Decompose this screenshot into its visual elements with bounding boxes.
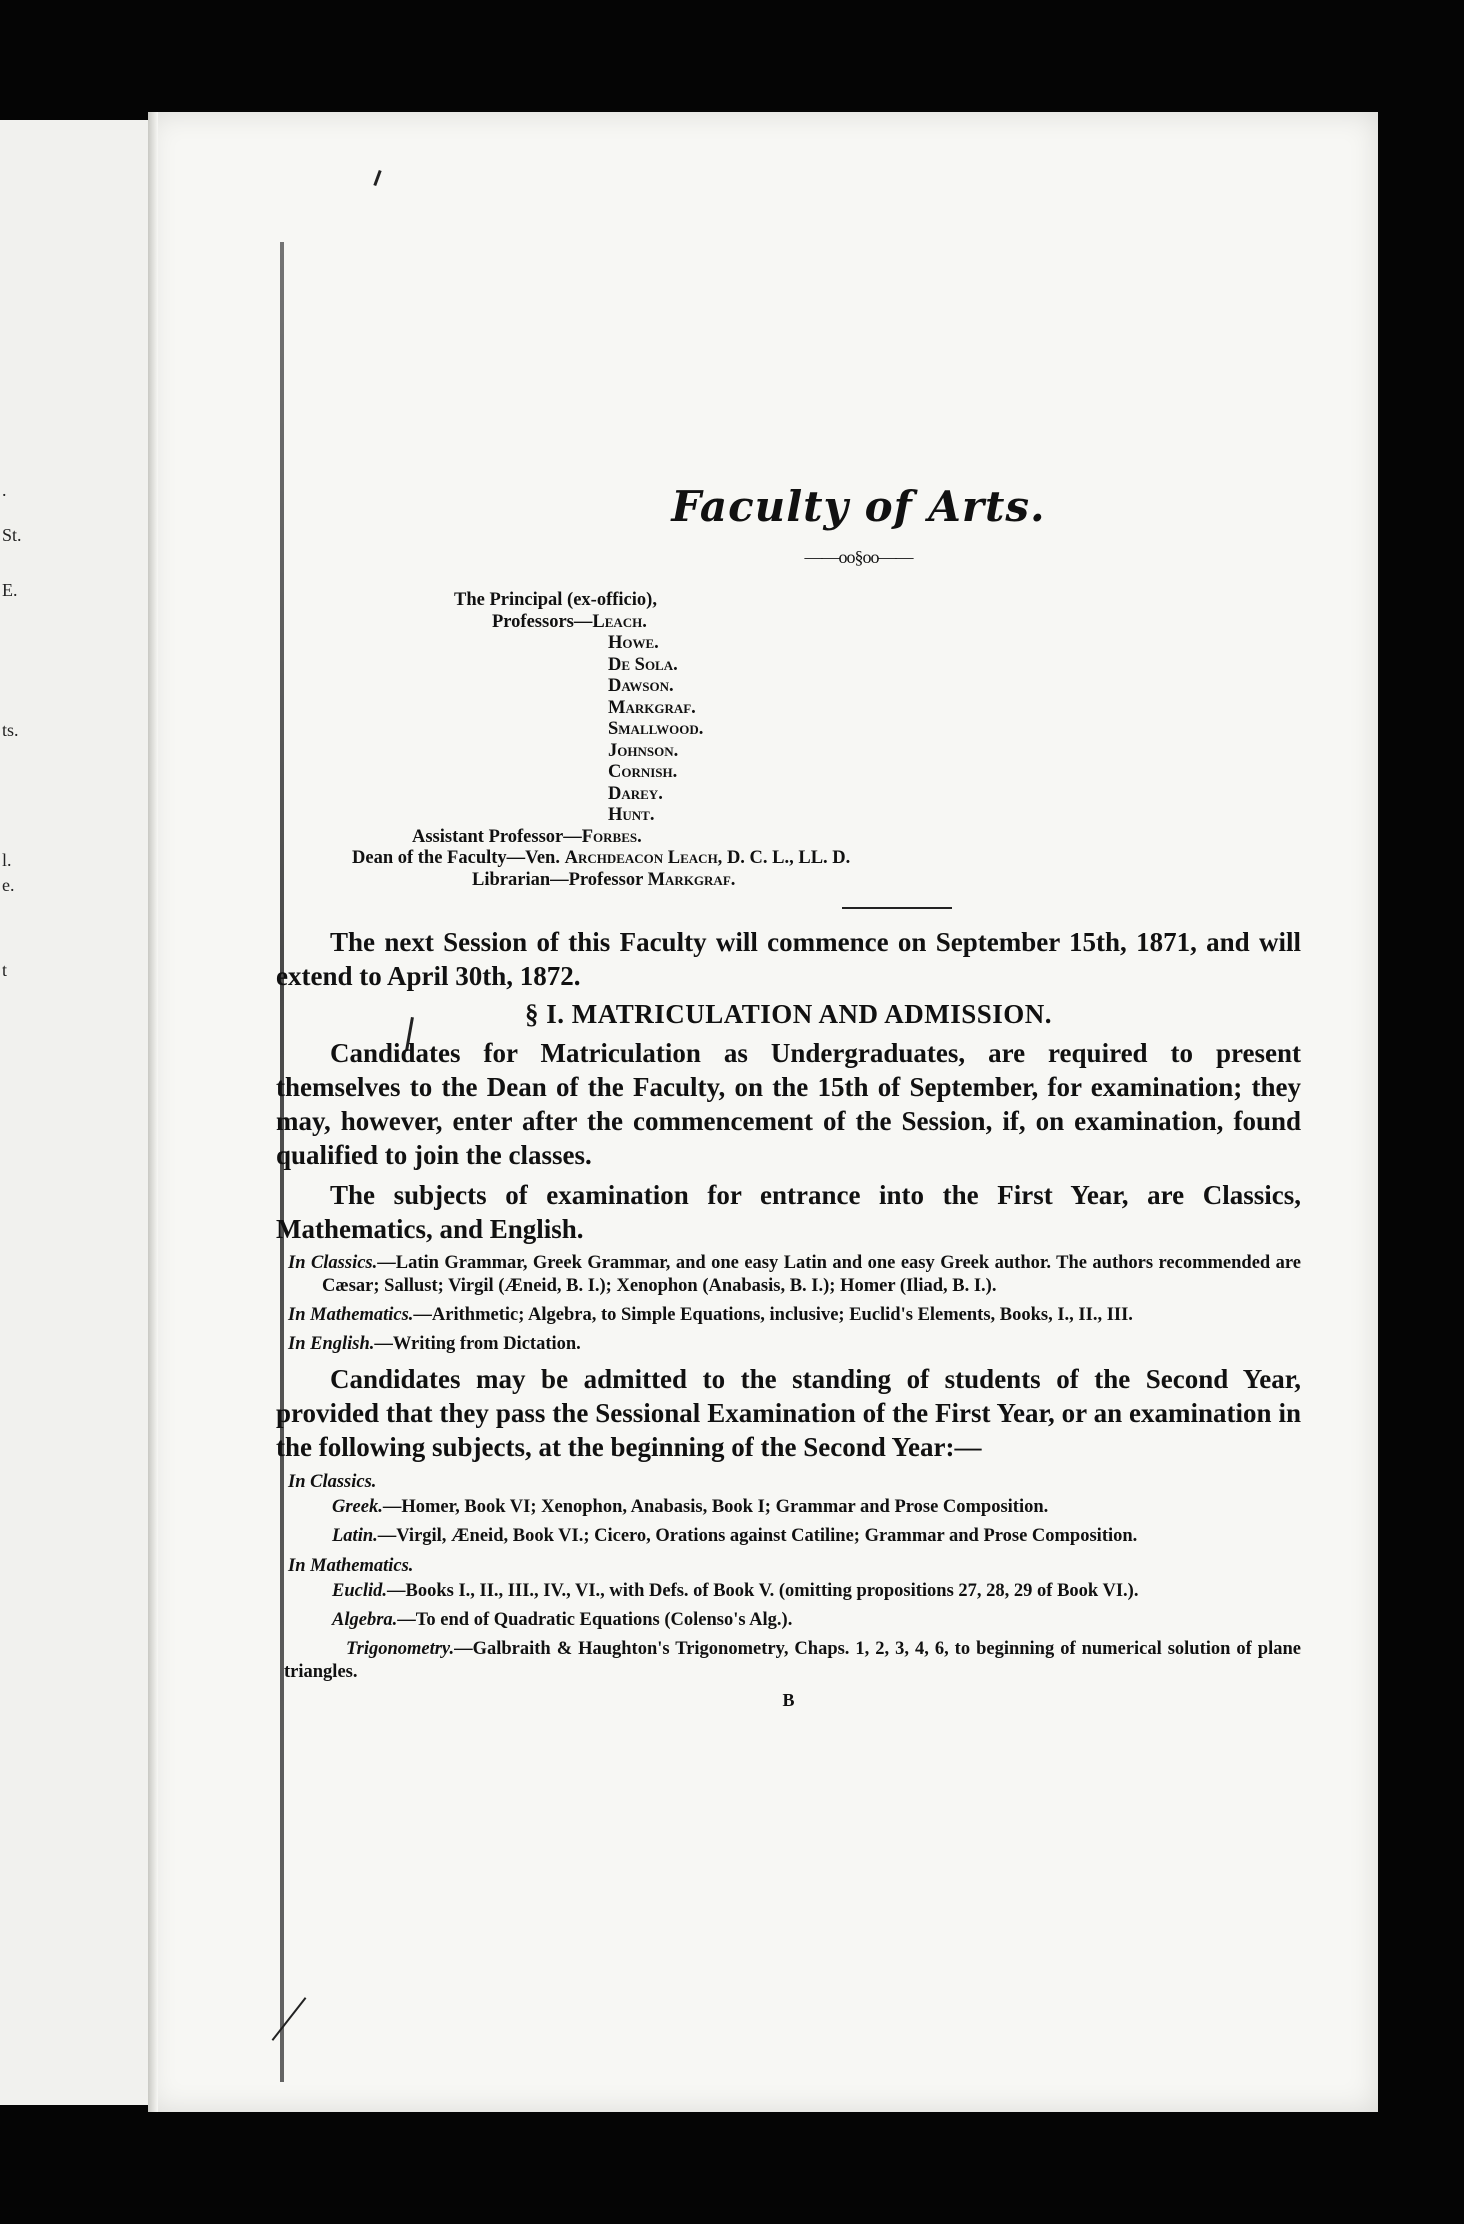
second-year-greek bbox=[276, 1496, 1301, 1519]
section-heading: § I. MATRICULATION AND ADMISSION. bbox=[524, 999, 1053, 1029]
entrance-math-label: In Mathematics. bbox=[288, 1305, 414, 1325]
second-year-latin bbox=[276, 1525, 1301, 1548]
entrance-english-text: —Writing from Dictation. bbox=[374, 1334, 581, 1354]
professor-name: Leach. bbox=[592, 611, 647, 632]
librarian-line bbox=[276, 870, 1301, 892]
second-year-math-heading: In Mathematics. bbox=[288, 1556, 414, 1576]
entrance-classics-text: —Latin Grammar, Greek Grammar, and one easy Latin and one easy Greek author. The authors recommended are Cæsar; Sallust; Virgil (Æneid, B. I.); Xenophon (Anabasis, B. I.); Homer (Iliad, B. I.). bbox=[322, 1253, 1301, 1296]
trig-label: Trigonometry. bbox=[346, 1639, 455, 1659]
algebra-text: —To end of Quadratic Equations (Colenso's Alg.). bbox=[397, 1610, 793, 1630]
session-paragraph: The next Session of this Faculty will commence on September 15th, 1871, and will extend to April 30th, 1872. bbox=[276, 927, 1301, 991]
professor-name: Markgraf. bbox=[608, 697, 696, 718]
professor-name: Howe. bbox=[608, 633, 659, 653]
page-content bbox=[276, 482, 1301, 1711]
greek-label: Greek. bbox=[332, 1497, 383, 1517]
ink-mark bbox=[272, 1997, 307, 2041]
second-year-euclid bbox=[276, 1580, 1301, 1603]
assistant-line bbox=[276, 827, 1301, 849]
assistant-label: Assistant Professor— bbox=[412, 826, 582, 847]
left-fragment: St. bbox=[2, 525, 22, 545]
professor-name: Smallwood. bbox=[608, 719, 704, 739]
page-fold-shadow bbox=[148, 112, 158, 2112]
librarian-label: Librarian—Professor bbox=[472, 869, 648, 890]
left-fragment: e. bbox=[2, 875, 15, 895]
subjects-paragraph: The subjects of examination for entrance into the First Year, are Classics, Mathematics, and English. bbox=[276, 1180, 1301, 1244]
matriculation-paragraph: Candidates for Matriculation as Undergraduates, are required to present themselves to the Dean of the Faculty, on the 15th of September, for examination; they may, however, enter after the commencement of the Session, if, on examination, found qualified to join the classes. bbox=[276, 1038, 1301, 1170]
professor-name: De Sola. bbox=[608, 654, 678, 675]
page-title: Faculty of Arts. bbox=[671, 482, 1046, 531]
entrance-math-text: —Arithmetic; Algebra, to Simple Equations, inclusive; Euclid's Elements, Books, I., II., III. bbox=[413, 1305, 1133, 1325]
entrance-mathematics bbox=[276, 1304, 1301, 1327]
left-fragment: . bbox=[2, 480, 7, 500]
divider-rule bbox=[842, 907, 952, 909]
title-ornament: ——oo§oo—— bbox=[804, 547, 913, 567]
dean-label: Dean of the Faculty—Ven. bbox=[352, 848, 565, 868]
signature-mark: B bbox=[782, 1690, 795, 1710]
greek-text: —Homer, Book VI; Xenophon, Anabasis, Book I; Grammar and Prose Composition. bbox=[382, 1497, 1049, 1517]
entrance-classics bbox=[276, 1252, 1301, 1298]
professor-name: Darey. bbox=[608, 783, 663, 804]
entrance-english bbox=[276, 1333, 1301, 1356]
professors-label: Professors— bbox=[492, 611, 593, 632]
trig-text: —Galbraith & Haughton's Trigonometry, Chaps. 1, 2, 3, 4, 6, to beginning of numerical solution of plane triangles. bbox=[284, 1639, 1301, 1682]
ink-mark bbox=[373, 170, 381, 186]
second-year-classics-heading: In Classics. bbox=[288, 1472, 377, 1492]
professors-line bbox=[276, 612, 1301, 634]
dean-line bbox=[276, 848, 1301, 870]
second-year-trigonometry bbox=[276, 1638, 1301, 1684]
document-page bbox=[148, 112, 1378, 2112]
professor-name: Hunt. bbox=[608, 805, 655, 825]
algebra-label: Algebra. bbox=[332, 1610, 398, 1630]
entrance-classics-label: In Classics. bbox=[288, 1253, 378, 1273]
euclid-label: Euclid. bbox=[332, 1581, 387, 1601]
professor-name: Johnson. bbox=[608, 740, 679, 761]
left-fragment: E. bbox=[2, 580, 18, 600]
librarian-name: Markgraf. bbox=[647, 869, 736, 890]
euclid-text: —Books I., II., III., IV., VI., with Defs. of Book V. (omitting propositions 27, 28, 29 of Book VI.). bbox=[387, 1581, 1139, 1601]
faculty-list bbox=[276, 590, 1301, 891]
dean-name: Archdeacon Leach, bbox=[564, 848, 723, 868]
professor-name: Dawson. bbox=[608, 676, 674, 696]
left-fragment: ts. bbox=[2, 720, 19, 740]
assistant-name: Forbes. bbox=[581, 826, 642, 847]
latin-label: Latin. bbox=[332, 1526, 378, 1546]
second-year-algebra bbox=[276, 1609, 1301, 1632]
entrance-english-label: In English. bbox=[288, 1334, 375, 1354]
principal-line: The Principal (ex-officio), bbox=[454, 590, 657, 610]
dean-degrees: D. C. L., LL. D. bbox=[722, 848, 851, 868]
second-year-paragraph: Candidates may be admitted to the standing of students of the Second Year, provided that they pass the Sessional Examination of the First Year, or an examination in the following subjects, at the beginning of the Second Year:— bbox=[276, 1364, 1301, 1462]
left-fragment: l. bbox=[2, 850, 12, 870]
latin-text: —Virgil, Æneid, Book VI.; Cicero, Orations against Catiline; Grammar and Prose Composition. bbox=[377, 1526, 1138, 1546]
left-page-edge bbox=[0, 120, 148, 2105]
professor-name: Cornish. bbox=[608, 762, 678, 782]
left-fragment: t bbox=[2, 960, 8, 980]
